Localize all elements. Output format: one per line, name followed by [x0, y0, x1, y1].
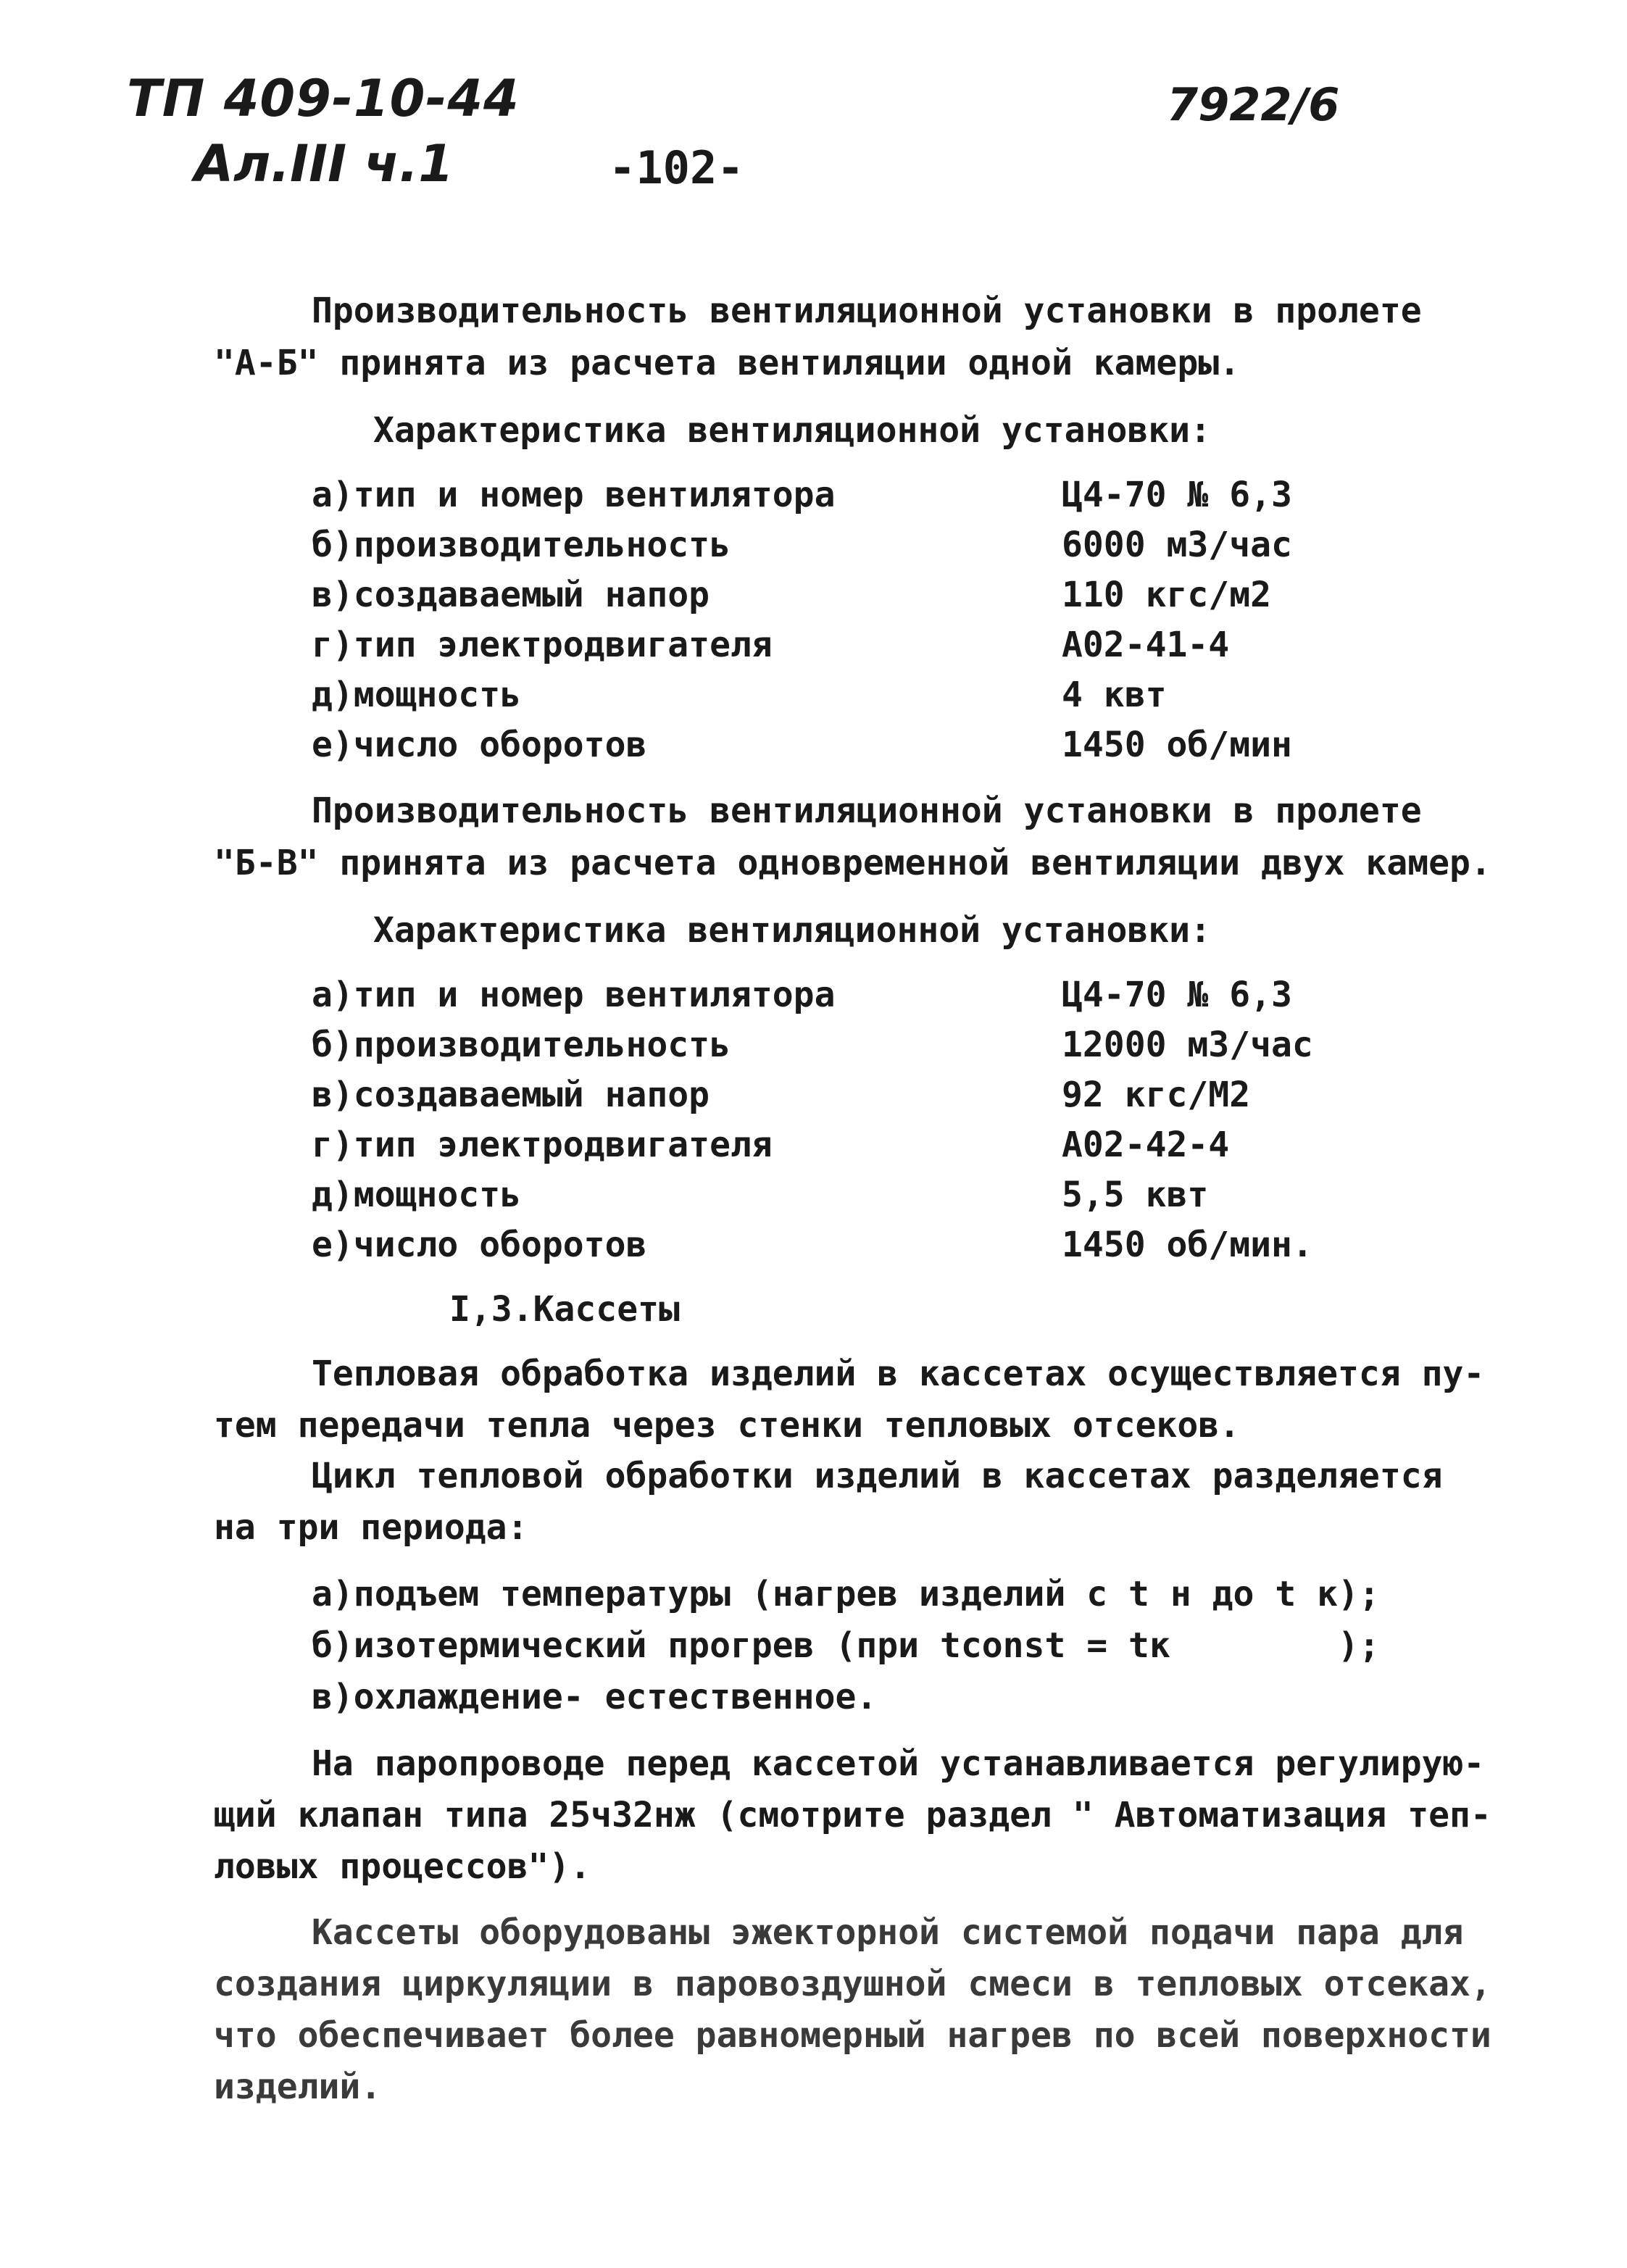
row-label: в)создаваемый напор — [312, 1075, 710, 1115]
row-label: е)число оборотов — [312, 1225, 647, 1265]
row-label: е)число оборотов — [312, 725, 647, 765]
row-label: в)создаваемый напор — [312, 575, 710, 615]
row-label: д)мощность — [312, 1175, 521, 1215]
section2-row — [312, 1025, 1326, 1068]
row-value: 12000 м3/час — [1062, 1025, 1313, 1065]
para4-line2: создания циркуляции в паровоздушной смеси в тепловых отсеках, — [214, 1964, 1491, 2004]
row-label: б)производительность — [312, 525, 731, 565]
row-value: 4 квт — [1062, 675, 1167, 715]
para3-line1: На паропроводе перед кассетой устанавливается регулирую- — [312, 1743, 1485, 1784]
row-value: 6000 м3/час — [1062, 525, 1292, 565]
para1-line2: тем передачи тепла через стенки тепловых отсеков. — [214, 1405, 1241, 1446]
period-item: б)изотермический прогрев (при tconst = tк ); — [312, 1625, 1380, 1666]
section2-row — [312, 1225, 1326, 1268]
section1-row — [312, 575, 1326, 618]
para1-line1: Тепловая обработка изделий в кассетах осуществляется пу- — [312, 1354, 1485, 1394]
section-heading: I,3.Кассеты — [449, 1289, 680, 1330]
period-item: в)охлаждение- естественное. — [312, 1677, 878, 1717]
section1-row — [312, 525, 1326, 568]
row-value: А02-42-4 — [1062, 1125, 1230, 1165]
para2-line1: Цикл тепловой обработки изделий в кассетах разделяется — [312, 1456, 1443, 1496]
section1-char-title: Характеристика вентиляционной установки: — [373, 410, 1211, 451]
section2-intro-line2: "Б-В" принята из расчета одновременной вентиляции двух камер. — [214, 843, 1491, 883]
section2-row — [312, 1125, 1326, 1168]
document-number: 7922/6 — [1167, 78, 1340, 131]
row-value: 5,5 квт — [1062, 1175, 1209, 1215]
section2-row — [312, 1075, 1326, 1118]
row-value: Ц4-70 № 6,3 — [1062, 975, 1292, 1015]
section1-row — [312, 475, 1326, 518]
section2-row — [312, 1175, 1326, 1218]
section1-intro-line2: "А-Б" принята из расчета вентиляции одной камеры. — [214, 343, 1241, 383]
row-label: г)тип электродвигателя — [312, 1125, 773, 1165]
row-value: 110 кгс/м2 — [1062, 575, 1271, 615]
para4-line1: Кассеты оборудованы эжекторной системой подачи пара для — [312, 1912, 1464, 1953]
row-value: 92 кгс/М2 — [1062, 1075, 1251, 1115]
section2-row — [312, 975, 1326, 1018]
album-reference: Ал.III ч.1 — [194, 134, 454, 193]
para4-line4: изделий. — [214, 2067, 382, 2107]
section1-intro-line1: Производительность вентиляционной установки в пролете — [312, 291, 1422, 331]
page-number: -102- — [609, 141, 744, 194]
para3-line2: щий клапан типа 25ч32нж (смотрите раздел " Автоматизация теп- — [214, 1795, 1491, 1835]
section2-char-title: Характеристика вентиляционной установки: — [373, 910, 1211, 951]
para3-line3: ловых процессов"). — [214, 1846, 591, 1887]
row-value: А02-41-4 — [1062, 625, 1230, 665]
row-label: а)тип и номер вентилятора — [312, 975, 836, 1015]
section1-row — [312, 675, 1326, 718]
row-label: б)производительность — [312, 1025, 731, 1065]
section1-row — [312, 725, 1326, 768]
row-value: Ц4-70 № 6,3 — [1062, 475, 1292, 515]
row-value: 1450 об/мин. — [1062, 1225, 1313, 1265]
row-label: г)тип электродвигателя — [312, 625, 773, 665]
para2-line2: на три периода: — [214, 1507, 528, 1548]
document-code: ТП 409-10-44 — [127, 69, 520, 128]
section1-row — [312, 625, 1326, 668]
row-label: д)мощность — [312, 675, 521, 715]
para4-line3: что обеспечивает более равномерный нагрев по всей поверхности — [214, 2015, 1491, 2056]
period-item: а)подъем температуры (нагрев изделий с t н до t к); — [312, 1574, 1380, 1614]
section2-intro-line1: Производительность вентиляционной установки в пролете — [312, 791, 1422, 831]
row-value: 1450 об/мин — [1062, 725, 1292, 765]
row-label: а)тип и номер вентилятора — [312, 475, 836, 515]
